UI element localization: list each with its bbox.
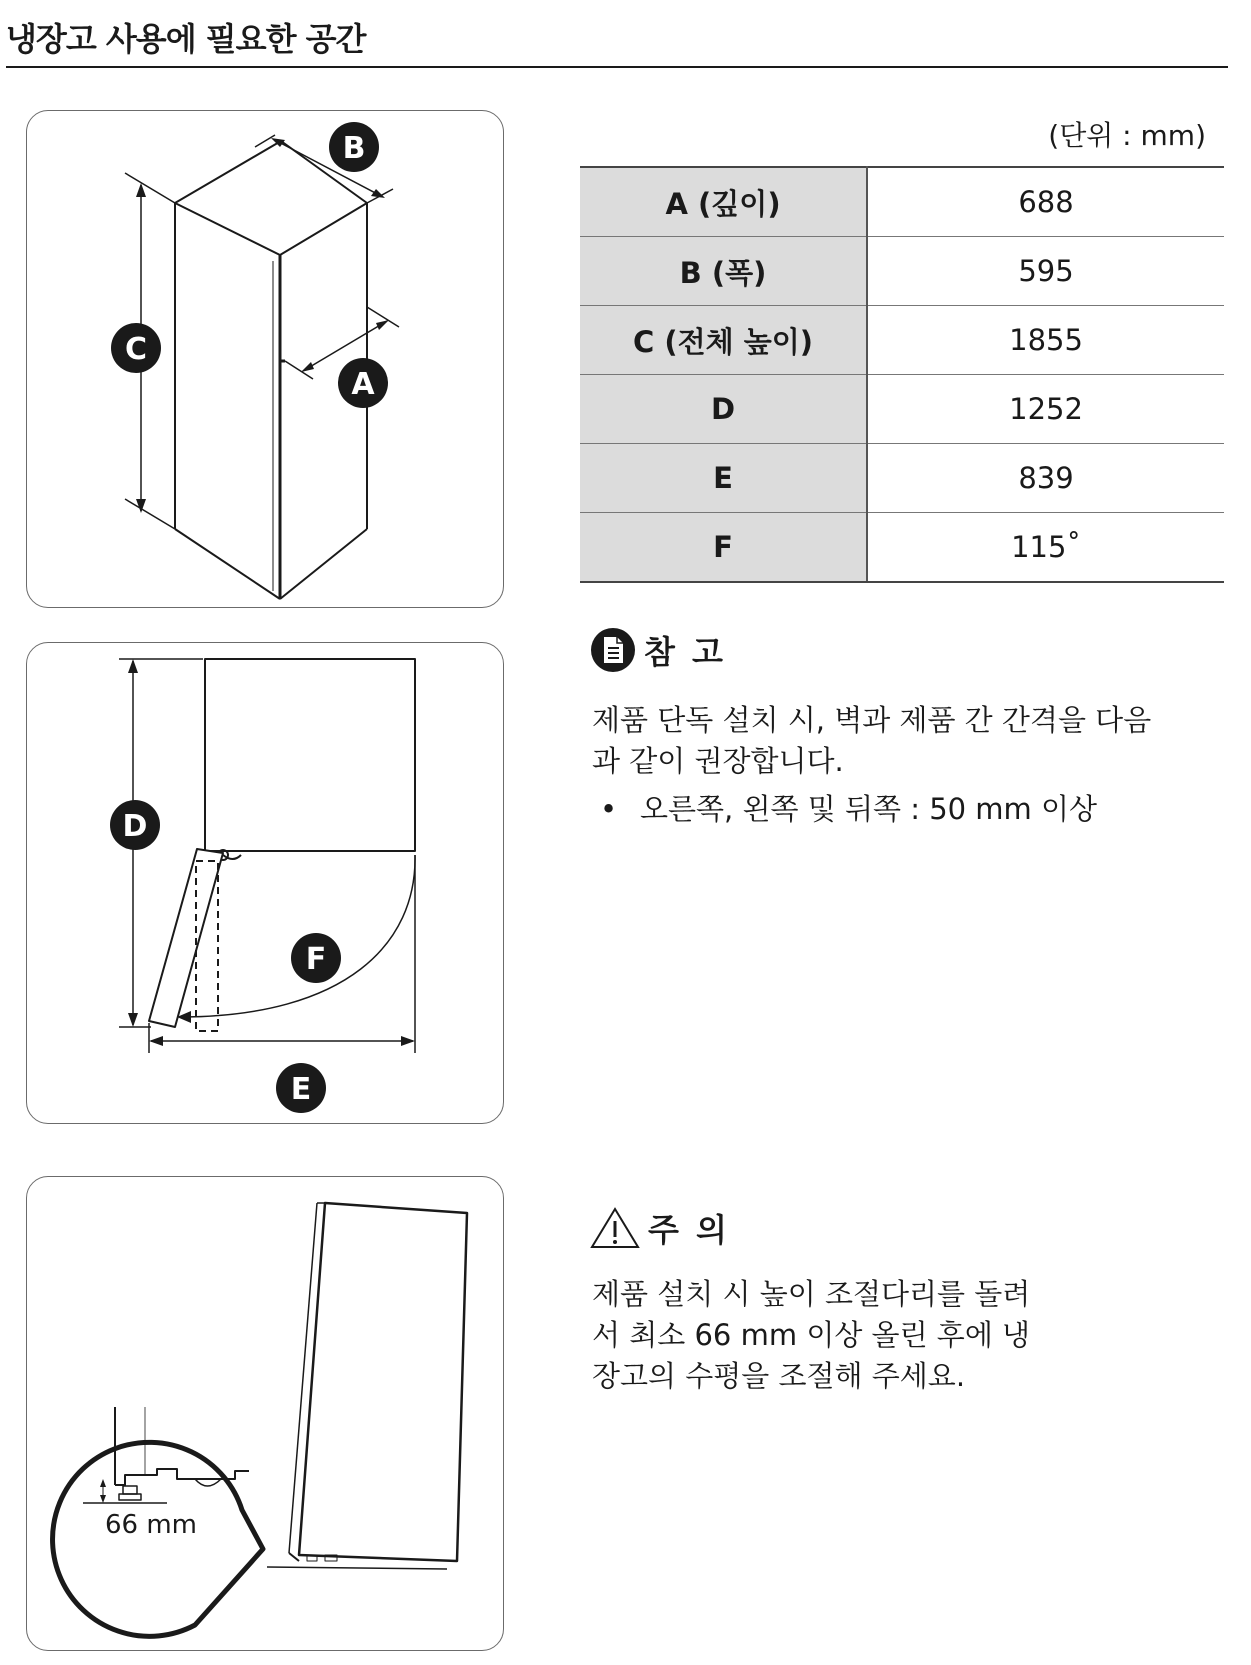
spec-row (580, 306, 1224, 375)
bullet-dot: • (600, 792, 618, 826)
label-f-text: F (305, 942, 327, 977)
label-a-text: A (351, 367, 375, 402)
spec-row (580, 444, 1224, 513)
label-b (329, 122, 379, 172)
spec-label: B (폭) (580, 237, 867, 306)
caution-title: 주 의 (648, 1211, 730, 1249)
spec-value: 1252 (867, 375, 1224, 444)
dimensions-figure-panel (26, 110, 504, 608)
leveling-leg-drawing (27, 1177, 504, 1651)
leveling-figure-panel (26, 1176, 504, 1651)
dimension-spec-table (580, 166, 1224, 583)
spec-value: 688 (867, 167, 1224, 237)
page-title: 냉장고 사용에 필요한 공간 (6, 20, 366, 58)
spec-value: 1855 (867, 306, 1224, 375)
title-divider (6, 66, 1228, 68)
note-text: 제품 단독 설치 시, 벽과 제품 간 간격을 다음과 같이 권장합니다. (592, 703, 1152, 778)
label-a (338, 358, 388, 408)
refrigerator-dimensions-drawing (27, 111, 504, 608)
label-e (276, 1063, 326, 1113)
spec-label: F (580, 513, 867, 583)
caution-header (590, 1205, 730, 1251)
label-e-text: E (290, 1072, 312, 1107)
spec-row (580, 513, 1224, 583)
label-f (291, 933, 341, 983)
label-c-text: C (124, 332, 148, 367)
note-document-icon (590, 627, 636, 673)
door-clearance-figure-panel (26, 642, 504, 1124)
spec-label: A (깊이) (580, 167, 867, 237)
label-d-text: D (122, 809, 148, 844)
label-c (111, 323, 161, 373)
door-swing-top-view-drawing (27, 643, 504, 1124)
note-bullet (600, 789, 1097, 830)
spec-row (580, 237, 1224, 306)
unit-note: (단위 : mm) (1048, 119, 1206, 152)
spec-label: D (580, 375, 867, 444)
spec-value: 115˚ (867, 513, 1224, 583)
spec-value: 595 (867, 237, 1224, 306)
leveling-measure-label: 66 mm (104, 1510, 198, 1540)
spec-label: E (580, 444, 867, 513)
warning-triangle-icon (590, 1206, 640, 1250)
spec-label: C (전체 높이) (580, 306, 867, 375)
label-b-text: B (342, 131, 366, 166)
spec-row (580, 167, 1224, 237)
spec-row (580, 375, 1224, 444)
note-header (590, 627, 726, 673)
label-d (110, 800, 160, 850)
spec-value: 839 (867, 444, 1224, 513)
note-bullet-text: 오른쪽, 왼쪽 및 뒤쪽 : 50 mm 이상 (640, 792, 1098, 826)
note-title: 참 고 (644, 633, 726, 671)
caution-text: 제품 설치 시 높이 조절다리를 돌려서 최소 66 mm 이상 올린 후에 냉장고의 수평을 조절해 주세요. (592, 1277, 1031, 1393)
